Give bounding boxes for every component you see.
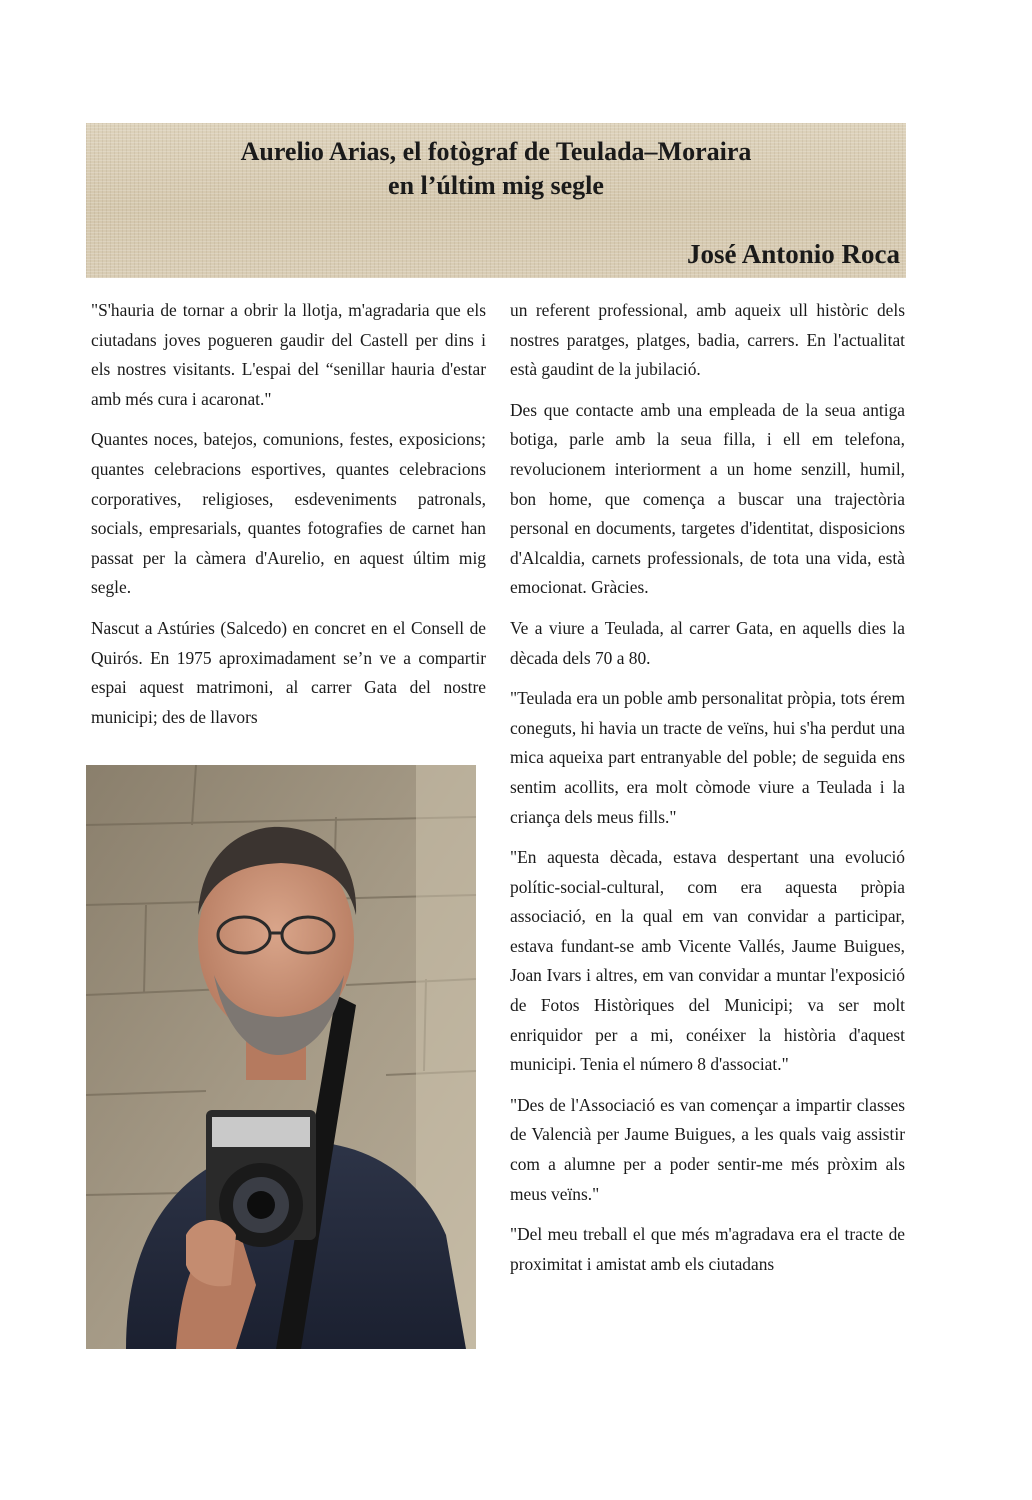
- left-column: [91, 296, 486, 743]
- article-author: José Antonio Roca: [686, 239, 900, 269]
- article-title-line2: en l’últim mig segle: [388, 171, 604, 200]
- article-title: [86, 135, 906, 203]
- paragraph: "S'hauria de tornar a obrir la llotja, m'agradaria que els ciutadans joves pogueren gaudir del Castell per dins i els nostres visitants. L'espai del “senillar hauria d'estar amb més cura i acaronat.": [91, 300, 486, 409]
- paragraph: "Des de l'Associació es van començar a impartir classes de Valencià per Jaume Buigues, a les quals vaig assistir com a alumne per a poder sentir-me més pròxim als meus veïns.": [510, 1094, 905, 1204]
- article-title-line1: Aurelio Arias, el fotògraf de Teulada–Moraira: [240, 137, 752, 166]
- paragraph: un referent professional, amb aqueix ull històric dels nostres paratges, platges, badia, carrers. En l'actualitat està gaudint de la jubilació.: [510, 300, 905, 380]
- paragraph: "Del meu treball el que més m'agradava era el tracte de proximitat i amistat amb els ciutadans: [510, 1224, 905, 1274]
- paragraph: Ve a viure a Teulada, al carrer Gata, en aquells dies la dècada dels 70 a 80.: [510, 617, 905, 668]
- paragraph: Nascut a Astúries (Salcedo) en concret en el Consell de Quirós. En 1975 aproximadament se’n ve a compartir espai aquest matrimoni, al carrer Gata del nostre municipi; des de llavors: [91, 617, 486, 727]
- portrait-photo: [86, 765, 476, 1349]
- paragraph: Quantes noces, batejos, comunions, festes, exposicions; quantes celebracions esportives, quantes celebracions corporatives, religioses, esdeveniments patronals, socials, empresarials, quantes fotografies de carnet han passat per la càmera d'Aurelio, en aquest últim mig segle.: [91, 429, 486, 598]
- right-column: [510, 296, 905, 1290]
- paragraph: Des que contacte amb una empleada de la seua antiga botiga, parle amb la seua filla, i ell em telefona, revolucionem interiorment a un home senzill, humil, bon home, que comença a buscar una trajectòria personal en documents, targetes d'identitat, disposicions d'Alcaldia, carnets professionals, de tota una vida, està emocionat. Gràcies.: [510, 399, 905, 598]
- title-banner: [86, 123, 906, 278]
- paragraph: "Teulada era un poble amb personalitat pròpia, tots érem coneguts, hi havia un tracte de veïns, hui s'ha perdut una mica aqueixa part entranyable del poble; de seguida ens sentim acollits, era molt còmode viure a Teulada i la criança dels meus fills.": [510, 688, 905, 827]
- paragraph: "En aquesta dècada, estava despertant una evolució polític-social-cultural, com era aquesta pròpia associació, en la qual em van convidar a participar, estava fundant-se amb Vicente Vallés, Jaume Buigues, Joan Ivars i altres, em van convidar a muntar l'exposició de Fotos Històriques del Municipi; va ser molt enriquidor per a mi, conéixer la història d'aquest municipi. Tenia el número 8 d'associat.": [510, 847, 905, 1075]
